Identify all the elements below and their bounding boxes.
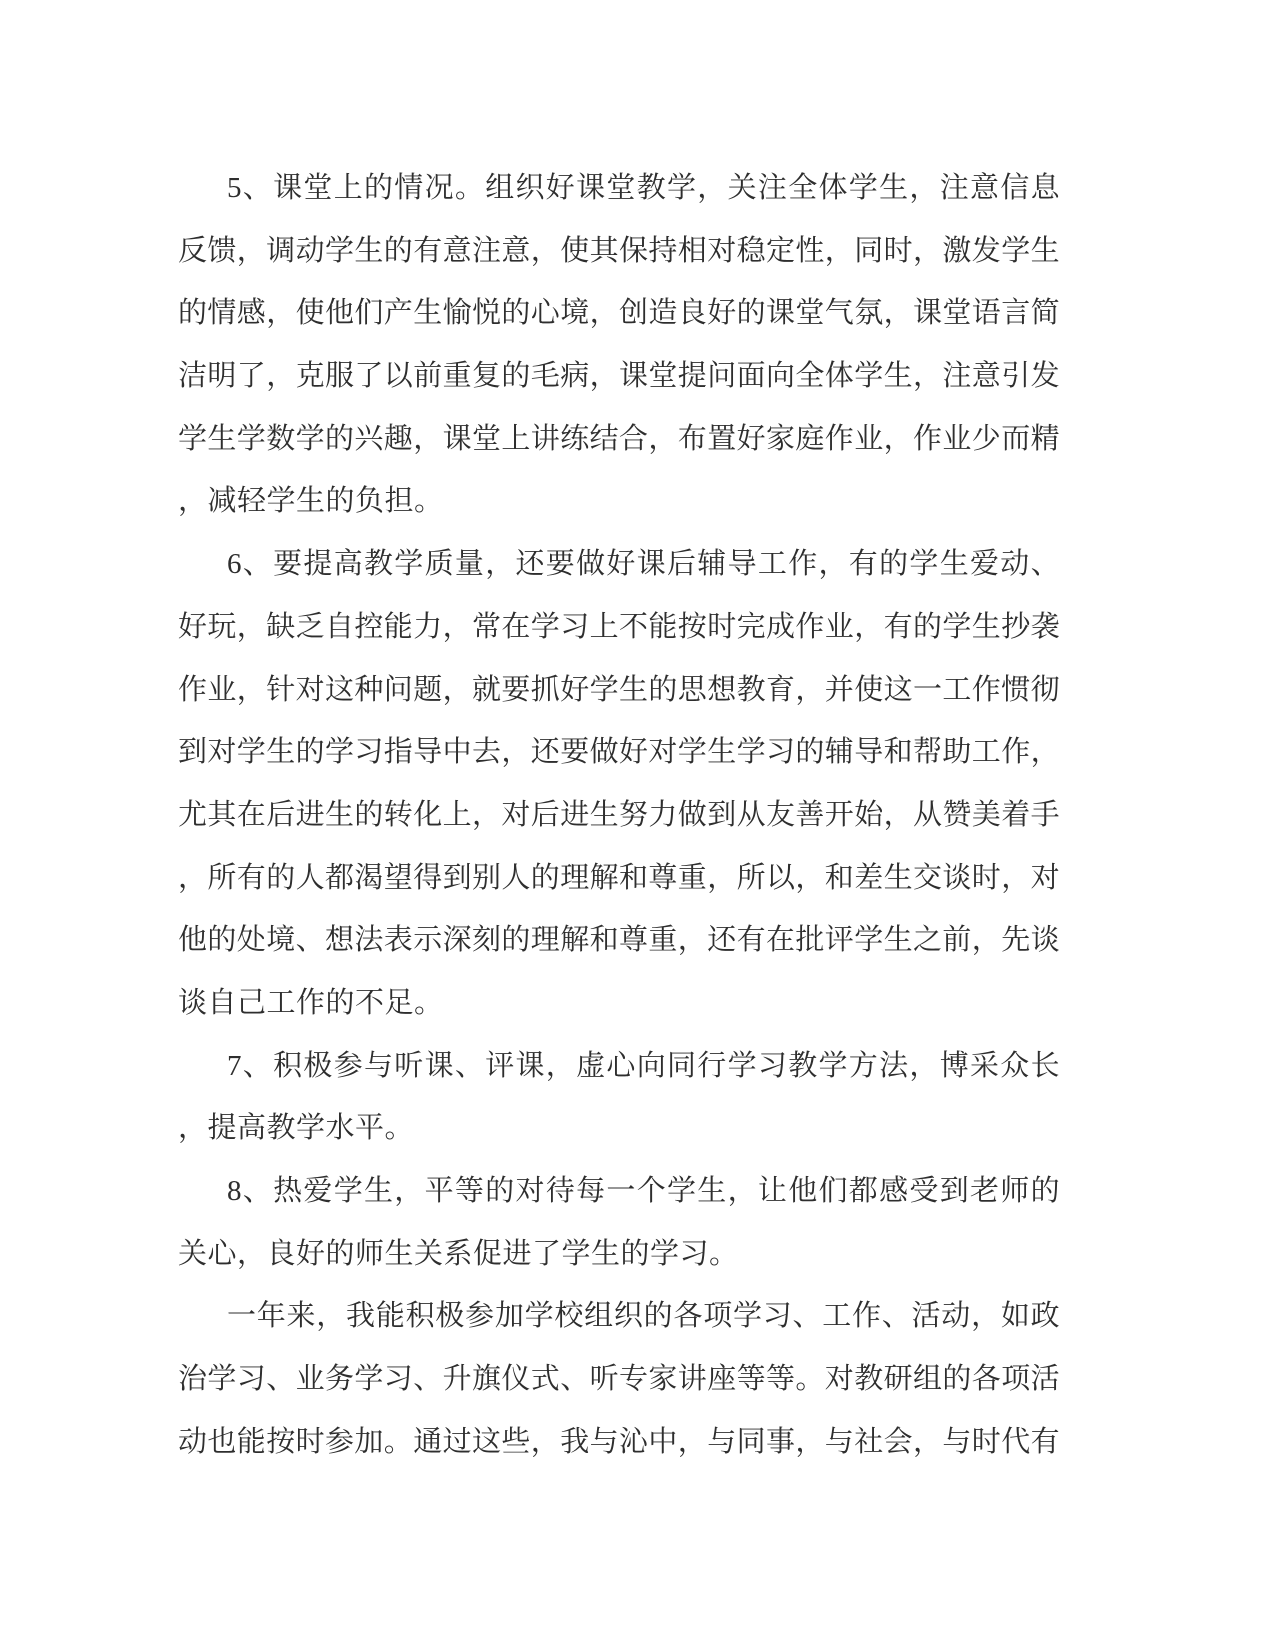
text-line: 治学习、业务学习、升旗仪式、听专家讲座等等。对教研组的各项活 [178, 1363, 1061, 1396]
text-line: 一年来，我能积极参加学校组织的各项学习、工作、活动，如政 [227, 1300, 1060, 1333]
text-line: 5、课堂上的情况。组织好课堂教学，关注全体学生，注意信息 [227, 172, 1060, 204]
text-line: ，提高教学水平。 [178, 1112, 415, 1145]
text-line: 他的处境、想法表示深刻的理解和尊重，还有在批评学生之前，先谈 [178, 924, 1061, 957]
text-line: 动也能按时参加。通过这些，我与沁中，与同事，与社会，与时代有 [178, 1425, 1061, 1458]
text-line: ，所有的人都渴望得到别人的理解和尊重，所以，和差生交谈时，对 [178, 861, 1061, 894]
text-line: 谈自己工作的不足。 [178, 986, 444, 1019]
text-line: 作业，针对这种问题，就要抓好学生的思想教育，并使这一工作惯彻 [178, 673, 1061, 706]
text-line: 尤其在后进生的转化上，对后进生努力做到从友善开始，从赞美着手 [178, 798, 1061, 831]
text-line: 6、要提高教学质量，还要做好课后辅导工作，有的学生爱动、 [227, 548, 1060, 581]
text-line: 反馈，调动学生的有意注意，使其保持相对稳定性，同时，激发学生 [178, 234, 1061, 267]
document-body [178, 157, 1060, 1473]
text-line: 洁明了，克服了以前重复的毛病，课堂提问面向全体学生，注意引发 [178, 360, 1061, 393]
text-line: 的情感，使他们产生愉悦的心境，创造良好的课堂气氛，课堂语言简 [178, 297, 1061, 330]
text-line: ，减轻学生的负担。 [178, 485, 444, 518]
text-line: 到对学生的学习指导中去，还要做好对学生学习的辅导和帮助工作， [178, 736, 1061, 769]
text-line: 7、积极参与听课、评课，虚心向同行学习教学方法，博采众长 [227, 1049, 1060, 1082]
text-line: 好玩，缺乏自控能力，常在学习上不能按时完成作业，有的学生抄袭 [178, 610, 1061, 643]
text-line: 学生学数学的兴趣，课堂上讲练结合，布置好家庭作业，作业少而精 [178, 422, 1061, 455]
text-line: 关心，良好的师生关系促进了学生的学习。 [178, 1237, 739, 1270]
text-line: 8、热爱学生，平等的对待每一个学生，让他们都感受到老师的 [227, 1175, 1060, 1207]
